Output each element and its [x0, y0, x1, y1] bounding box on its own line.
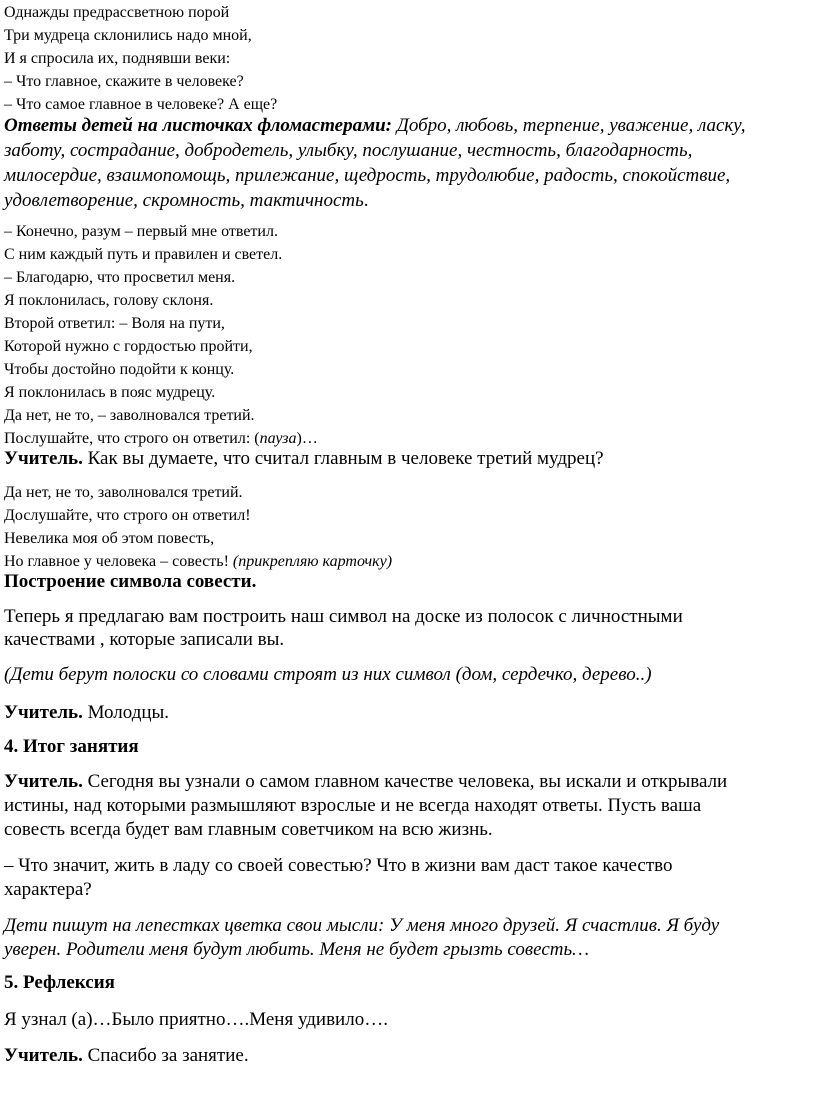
poem-line: Я поклонилась, голову склоня.: [4, 292, 214, 309]
answers-line: милосердие, взаимопомощь, прилежание, щедрость, трудолюбие, радость, спокойствие,: [4, 165, 731, 186]
poem-line: Которой нужно с гордостью пройти,: [4, 338, 253, 355]
poem-line: Послушайте, что строго он ответил: (пауза)…: [4, 430, 318, 447]
children-action: (Дети берут полоски со словами строят из них символ (дом, сердечко, дерево..): [4, 664, 652, 685]
teacher-label: Учитель.: [4, 1045, 83, 1066]
paragraph-line: Дети пишут на лепестках цветка свои мысли: У меня много друзей. Я счастлив. Я буду: [4, 915, 720, 936]
section-heading: Построение символа совести.: [4, 571, 257, 592]
poem-line: Да нет, не то, заволновался третий.: [4, 484, 243, 501]
teacher-praise: Учитель. Молодцы.: [4, 702, 170, 723]
paragraph-line: Теперь я предлагаю вам построить наш символ на доске из полосок с личностными: [4, 606, 683, 627]
paragraph-line: совесть всегда будет вам главным советчиком на всю жизнь.: [4, 819, 493, 840]
section-heading: 4. Итог занятия: [4, 736, 139, 757]
answers-line: Ответы детей на листочках фломастерами: Добро, любовь, терпение, уважение, ласку,: [4, 115, 746, 136]
paragraph-line: уверен. Родители меня будут любить. Меня не будет грызть совесть…: [4, 939, 590, 960]
card-note: (прикрепляю карточку): [232, 553, 393, 570]
poem-line: Три мудреца склонились надо мной,: [4, 27, 252, 44]
paragraph-line: характера?: [4, 879, 92, 900]
paragraph-line: – Что значит, жить в ладу со своей совестью? Что в жизни вам даст такое качество: [4, 855, 673, 876]
poem-line: И я спросила их, поднявши веки:: [4, 50, 231, 67]
answers-label: Ответы детей на листочках фломастерами:: [4, 115, 392, 136]
teacher-question: Учитель. Как вы думаете, что считал главным в человеке третий мудрец?: [4, 448, 604, 469]
poem-line: Дослушайте, что строго он ответил!: [4, 507, 251, 524]
poem-line: Я поклонилась в пояс мудрецу.: [4, 384, 216, 401]
teacher-label: Учитель.: [4, 771, 83, 792]
poem-line: Второй ответил: – Воля на пути,: [4, 315, 225, 332]
poem-line: – Благодарю, что просветил меня.: [4, 269, 236, 286]
paragraph-line: Я узнал (а)…Было приятно….Меня удивило….: [4, 1009, 388, 1030]
poem-line: – Конечно, разум – первый мне ответил.: [4, 223, 278, 240]
poem-line: Однажды предрассветною порой: [4, 4, 230, 21]
section-heading: 5. Рефлексия: [4, 972, 115, 993]
poem-line: Невелика моя об этом повесть,: [4, 530, 215, 547]
teacher-thanks: Учитель. Спасибо за занятие.: [4, 1045, 249, 1066]
poem-line: Чтобы достойно подойти к концу.: [4, 361, 235, 378]
pause-note: пауза: [259, 430, 297, 447]
paragraph-line: качествами , которые записали вы.: [4, 629, 285, 650]
poem-line: – Что самое главное в человеке? А еще?: [4, 96, 278, 113]
answers-line: заботу, сострадание, добродетель, улыбку, послушание, честность, благодарность,: [4, 140, 693, 161]
paragraph-line: истины, над которыми размышляют взрослые и не всегда находят ответы. Пусть ваша: [4, 795, 702, 816]
answers-line: удовлетворение, скромность, тактичность.: [4, 190, 369, 211]
paragraph-line: Учитель. Сегодня вы узнали о самом главном качестве человека, вы искали и открывали: [4, 771, 728, 792]
poem-line: – Что главное, скажите в человеке?: [4, 73, 244, 90]
teacher-label: Учитель.: [4, 702, 83, 723]
teacher-label: Учитель.: [4, 448, 83, 469]
poem-line: Но главное у человека – совесть! (прикрепляю карточку): [4, 553, 393, 570]
poem-line: Да нет, не то, – заволновался третий.: [4, 407, 255, 424]
poem-line: С ним каждый путь и правилен и светел.: [4, 246, 283, 263]
